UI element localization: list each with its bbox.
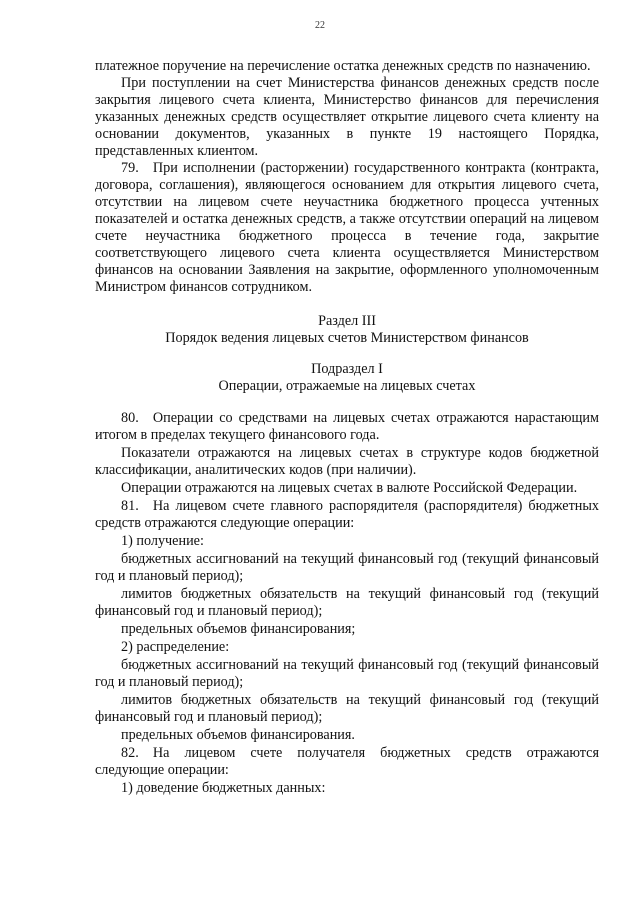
list-item: предельных объемов финансирования;	[121, 621, 356, 637]
subsection-title: Операции, отражаемые на лицевых счетах	[218, 378, 476, 394]
document-body	[95, 58, 599, 797]
paragraph: платежное поручение на перечисление остатка денежных средств по назначению.	[95, 58, 591, 74]
list-item: лимитов бюджетных обязательств на текущий финансовый год (текущий финансовый год и плановый период);	[95, 692, 599, 725]
list-item: 1) доведение бюджетных данных:	[121, 780, 326, 796]
paragraph-item-80: 80. Операции со средствами на лицевых счетах отражаются нарастающим итогом в пределах текущего финансового года.	[95, 410, 599, 443]
paragraph-item-81: 81. На лицевом счете главного распорядителя (распорядителя) бюджетных средств отражаются следующие операции:	[95, 498, 599, 531]
list-item: предельных объемов финансирования.	[121, 727, 355, 743]
section-title: Порядок ведения лицевых счетов Министерством финансов	[165, 330, 529, 346]
paragraph-item-82: 82. На лицевом счете получателя бюджетных средств отражаются следующие операции:	[95, 745, 599, 778]
paragraph: Показатели отражаются на лицевых счетах в структуре кодов бюджетной классификации, аналитических кодов (при наличии).	[95, 445, 599, 478]
list-item: лимитов бюджетных обязательств на текущий финансовый год (текущий финансовый год и плановый период);	[95, 586, 599, 619]
list-item: 2) распределение:	[121, 639, 230, 655]
subsection-label: Подраздел I	[311, 361, 383, 377]
section-label: Раздел III	[318, 313, 376, 329]
page-number: 22	[315, 20, 325, 31]
list-item: бюджетных ассигнований на текущий финансовый год (текущий финансовый год и плановый период);	[95, 657, 599, 690]
list-item: бюджетных ассигнований на текущий финансовый год (текущий финансовый год и плановый период);	[95, 551, 599, 584]
paragraph: Операции отражаются на лицевых счетах в валюте Российской Федерации.	[121, 480, 578, 496]
list-item: 1) получение:	[121, 533, 204, 549]
paragraph-item-79: 79. При исполнении (расторжении) государственного контракта (контракта, договора, соглашения), являющегося основанием для открытия лицевого счета, отсутствии на лицевом счете неучастника бюджетного процесса учтенных показателей и остатка денежных средств, а также отсутствии операций на лицевом счете неучастника бюджетного процесса в течение года, закрытие соответствующего лицевого счета клиента осуществляется Министерством финансов на основании Заявления на закрытие, оформленного уполномоченным Министром финансов сотрудником.	[95, 160, 599, 295]
paragraph: При поступлении на счет Министерства финансов денежных средств после закрытия лицевого счета клиента, Министерство финансов для перечисления указанных денежных средств осуществляет открытие лицевого счета клиенту на основании документов, указанных в пункте 19 настоящего Порядка, представленных клиентом.	[95, 75, 599, 159]
